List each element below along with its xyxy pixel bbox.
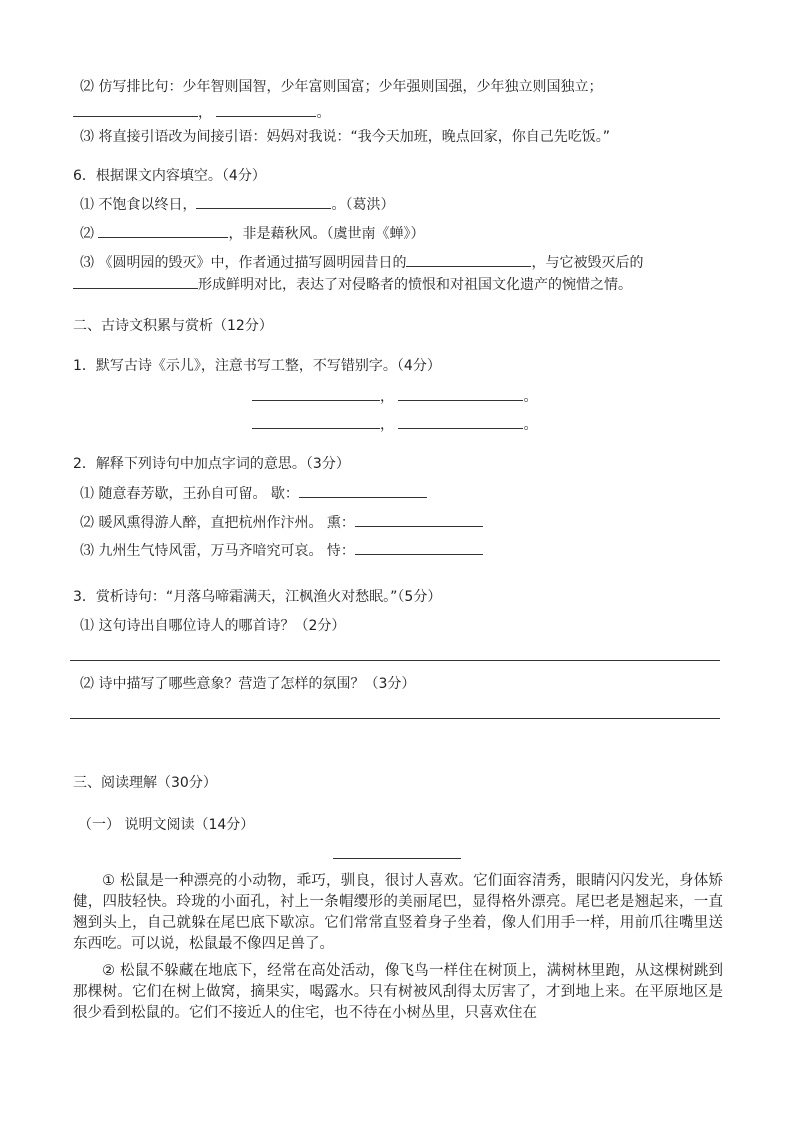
q6-3-suffix: 形成鲜明对比，表达了对侵略者的愤恨和对祖国文化遗产的惋惜之情。 (198, 277, 632, 293)
period: 。 (316, 105, 331, 121)
answer-blank[interactable] (196, 194, 331, 209)
q6-3-prefix: ⑶ 《圆明园的毁灭》中，作者通过描写圆明园昔日的 (80, 255, 407, 271)
passage-paragraph-1: ① 松鼠是一种漂亮的小动物，乖巧，驯良，很讨人喜欢。它们面容清秀，眼睛闪闪发光，身体矫健，四肢轻快。玲珑的小面孔，衬上一条帽缨形的美丽尾巴，显得格外漂亮。尾巴老是翘起来，一直翘到头上，自己就躲在尾巴底下歇凉。它们常常直竖着身子坐着，像人们用手一样，用前爪往嘴里送东西吃。可以说，松鼠最不像四足兽了。 (73, 873, 723, 952)
separator: ， (380, 417, 394, 433)
poetry-q1-row2 (252, 414, 537, 435)
poetry-q2-item-label: ⑴ 随意春芳歇，王孙自可留。 歇： (80, 486, 299, 502)
answer-blank[interactable] (252, 386, 380, 401)
poetry-q3-2: ⑵ 诗中描写了哪些意象？营造了怎样的氛围？（3分） (80, 676, 416, 692)
title-blank[interactable] (333, 858, 461, 859)
q6-title: 6．根据课文内容填空。（4分） (73, 168, 266, 184)
section-poetry-title: 二、古诗文积累与赏析（12分） (73, 318, 273, 334)
q6-2-suffix: ，非是藉秋风。（虞世南《蝉》） (228, 226, 425, 242)
poetry-q2-item-label: ⑶ 九州生气恃风雷，万马齐喑究可哀。 恃： (80, 543, 355, 559)
answer-line[interactable] (70, 660, 720, 661)
answer-blank[interactable] (355, 512, 483, 527)
q6-1-row (80, 194, 394, 215)
answer-blank[interactable] (73, 102, 198, 117)
answer-blank[interactable] (398, 386, 523, 401)
poetry-q3-1: ⑴ 这句诗出自哪位诗人的哪首诗？（2分） (80, 618, 346, 634)
period: 。 (523, 417, 538, 433)
q6-3-row2 (73, 274, 632, 295)
answer-blank[interactable] (252, 414, 380, 429)
answer-blank[interactable] (73, 274, 198, 289)
q5-3-prompt: ⑶ 将直接引语改为间接引语：妈妈对我说：“我今天加班，晚点回家，你自己先吃饭。” (80, 129, 610, 145)
poetry-q2-item-label: ⑵ 暖风熏得游人醉，直把杭州作汴州。 熏： (80, 515, 355, 531)
separator: ， (380, 389, 394, 405)
poetry-q2-item (80, 540, 483, 561)
poetry-q3-title: 3．赏析诗句：“月落乌啼霜满天，江枫渔火对愁眠。”（5分） (73, 589, 442, 605)
poetry-q2-item (80, 512, 483, 533)
answer-blank[interactable] (355, 540, 483, 555)
poetry-q1-row1 (252, 386, 537, 407)
answer-blank[interactable] (216, 102, 316, 117)
answer-line[interactable] (70, 718, 720, 719)
passage-paragraph-2: ② 松鼠不躲藏在地底下，经常在高处活动，像飞鸟一样住在树顶上，满树林里跑，从这棵树跳到那棵树。它们在树上做窝，摘果实，喝露水。只有树被风刮得太厉害了，才到地上来。在平原地区是很少看到松鼠的。它们不接近人的住宅，也不待在小树丛里，只喜欢住在 (73, 963, 723, 1021)
q6-3-row1 (80, 252, 643, 273)
answer-blank[interactable] (299, 483, 427, 498)
answer-blank[interactable] (98, 223, 228, 238)
poetry-q2-title: 2．解释下列诗句中加点字词的意思。（3分） (73, 456, 350, 472)
period: 。 (523, 389, 538, 405)
reading-sub1-title: （一） 说明文阅读（14分） (78, 817, 255, 833)
poetry-q2-item (80, 483, 427, 504)
q6-3-middle: ，与它被毁灭后的 (531, 255, 644, 271)
q6-1-prefix: ⑴ 不饱食以终日， (80, 197, 197, 213)
q5-2-prompt: ⑵ 仿写排比句：少年智则国智，少年富则国富；少年强则国强，少年独立则国独立； (80, 79, 603, 95)
answer-blank[interactable] (398, 414, 523, 429)
section-reading-title: 三、阅读理解（30分） (73, 775, 217, 791)
separator: ， (198, 105, 212, 121)
reading-passage (73, 871, 723, 1024)
poetry-q1-title: 1．默写古诗《示儿》，注意书写工整，不写错别字。（4分） (73, 358, 441, 374)
q6-1-suffix: 。（葛洪） (331, 197, 395, 213)
q5-2-answer-row (73, 102, 330, 123)
q6-2-row (80, 223, 424, 244)
answer-blank[interactable] (406, 252, 531, 267)
q6-2-prefix: ⑵ (80, 226, 99, 242)
